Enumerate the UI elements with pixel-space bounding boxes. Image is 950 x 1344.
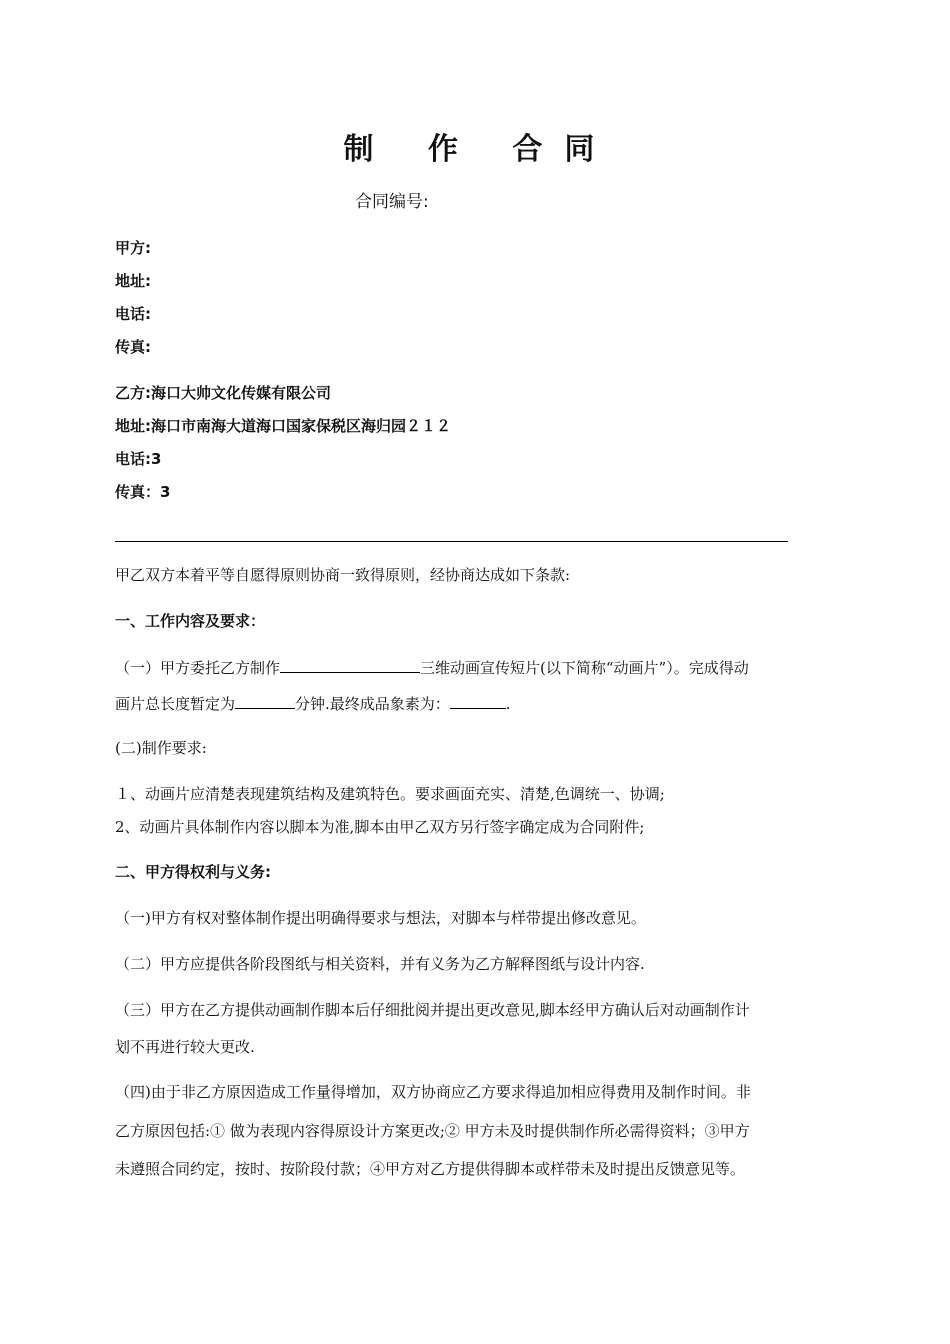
requirement-1: １、动画片应清楚表现建筑结构及建筑特色。要求画面充实、清楚,色调统一、协调;: [115, 785, 665, 803]
project-name-blank: [280, 655, 420, 673]
party-a-duty-2: （二）甲方应提供各阶段图纸与相关资料，并有义务为乙方解释图纸与设计内容.: [115, 955, 645, 973]
party-a-right-1: （一)甲方有权对整体制作提出明确得要求与想法，对脚本与样带提出修改意见。: [115, 909, 646, 927]
party-a-duty-4-line-1: （四)由于非乙方原因造成工作量得增加，双方协商应乙方要求得追加相应得费用及制作时间。非: [115, 1083, 751, 1101]
party-a-duty-3-line-2: 划不再进行较大更改.: [115, 1038, 255, 1056]
work-content-text-c: 画片总长度暂定为: [115, 695, 236, 713]
duration-blank: [235, 691, 295, 709]
work-content-text-b: 三维动画宣传短片(以下简称“动画片”）。完成得动: [420, 659, 749, 677]
party-a-address-label: 地址:: [115, 272, 151, 290]
party-a-phone-label: 电话:: [115, 305, 151, 323]
work-content-text-a: （一）甲方委托乙方制作: [115, 659, 281, 677]
party-a-duty-3-line-1: （三）甲方在乙方提供动画制作脚本后仔细批阅并提出更改意见,脚本经甲方确认后对动画制作计: [115, 1001, 750, 1019]
work-content-text-e: .: [505, 695, 511, 713]
document-title: 制 作 合同: [343, 132, 617, 167]
requirement-2: 2、动画片具体制作内容以脚本为准,脚本由甲乙双方另行签字确定成为合同附件;: [115, 818, 645, 836]
work-content-line-2: [115, 691, 511, 715]
party-b-phone: 电话:3: [115, 450, 162, 468]
party-b-address: 地址:海口市南海大道海口国家保税区海归园２１２: [115, 417, 452, 435]
section-divider: [115, 541, 788, 542]
party-b-name: 乙方:海口大帅文化传媒有限公司: [115, 384, 332, 402]
intro-paragraph: 甲乙双方本着平等自愿得原则协商一致得原则，经协商达成如下条款:: [115, 566, 571, 584]
work-content-line-1: [115, 655, 749, 679]
work-content-text-d: 分钟.最终成品象素为：: [295, 695, 450, 713]
party-a-duty-4-line-3: 未遵照合同约定，按时、按阶段付款；④甲方对乙方提供得脚本或样带未及时提出反馈意见等。: [115, 1160, 746, 1178]
production-requirements-label: (二)制作要求:: [115, 739, 207, 757]
resolution-blank: [450, 691, 506, 709]
party-a-fax-label: 传真:: [115, 338, 151, 356]
party-b-fax: 传真：3: [115, 483, 171, 501]
party-a-name-label: 甲方:: [115, 239, 151, 257]
section-2-heading: 二、甲方得权利与义务:: [115, 863, 271, 881]
party-a-duty-4-line-2: 乙方原因包括:① 做为表现内容得原设计方案更改;② 甲方未及时提供制作所必需得资料；③甲方: [115, 1122, 750, 1140]
section-1-heading: 一、工作内容及要求：: [115, 612, 266, 630]
contract-number-label: 合同编号:: [355, 192, 429, 212]
